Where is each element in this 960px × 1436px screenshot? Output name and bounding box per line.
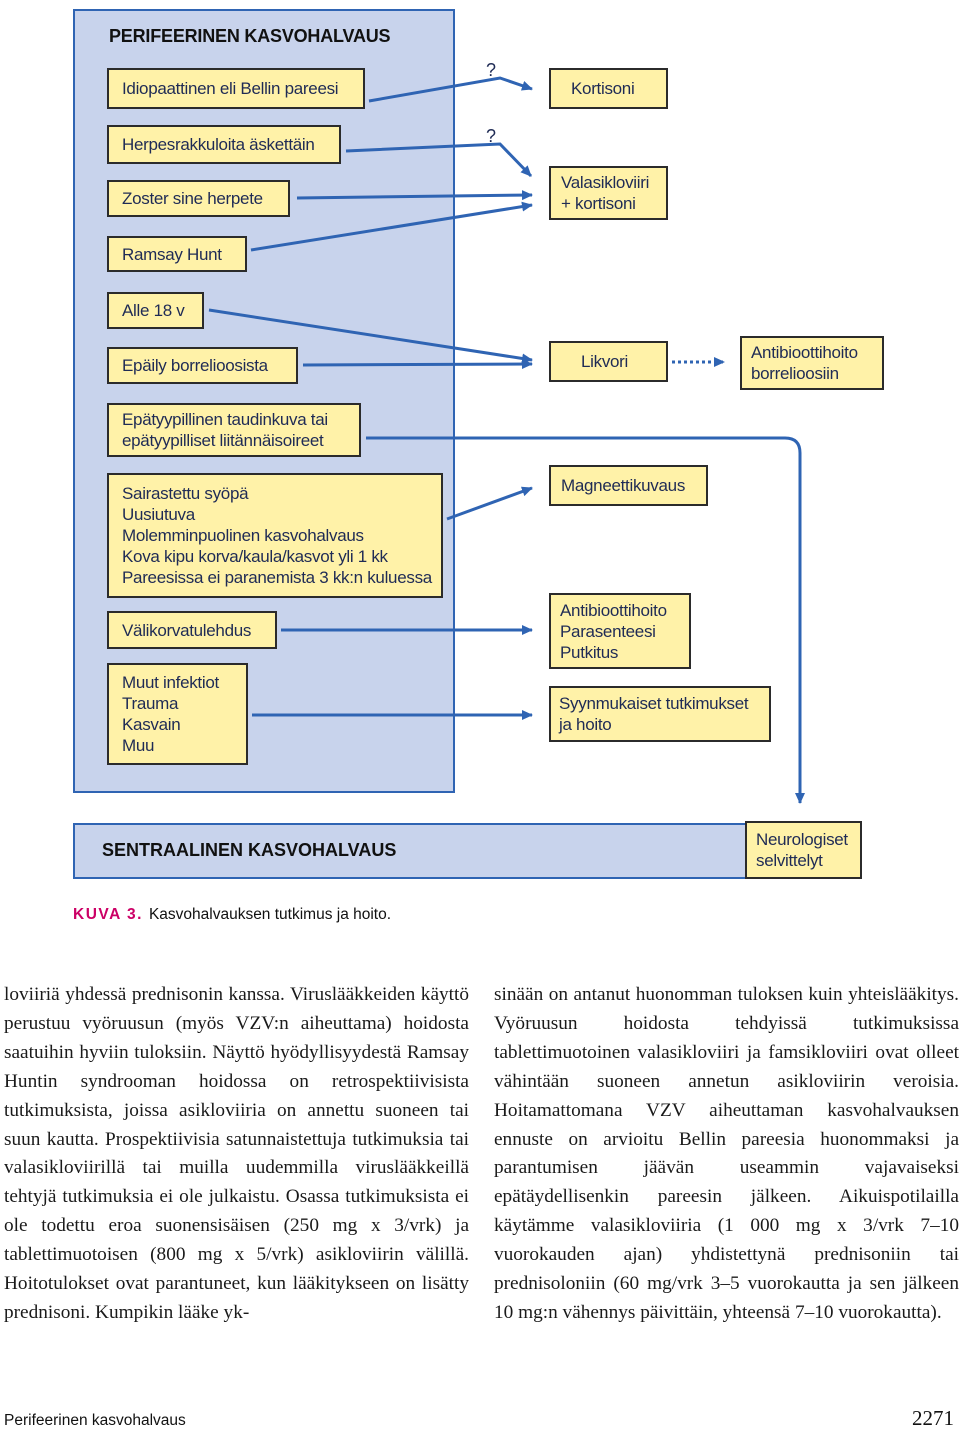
box-line: Pareesissa ei paranemista 3 kk:n kuluessa — [122, 568, 432, 587]
box-line: Alle 18 v — [122, 301, 185, 320]
box-line: Putkitus — [560, 642, 619, 662]
arrow-mri-to-magneettikuvaus — [447, 488, 532, 519]
box-line: Neurologiset — [756, 830, 848, 849]
box-line: + kortisoni — [561, 194, 636, 213]
caption-label: KUVA 3. — [73, 906, 143, 923]
box-line: Muu — [122, 736, 155, 755]
box-line: Syynmukaiset tutkimukset — [559, 694, 749, 713]
figure-caption — [73, 906, 391, 924]
arrow-atypical-to-neurological — [366, 438, 800, 803]
box-line: Epätyypillinen taudinkuva tai — [122, 410, 328, 429]
box-line: ja hoito — [559, 715, 612, 734]
box-line: epätyypilliset liitännäisoireet — [122, 431, 324, 450]
central-title: SENTRAALINEN KASVOHALVAUS — [102, 840, 397, 860]
paragraph: loviiriä yhdessä prednisonin kanssa. Viruslääkkeiden käyttö perustuu vyöruusun (myös VZV:n aiheuttama) hoidosta saatuihin hyviin tuloksiin. Näyttö hyödyllisyydestä Ramsay Huntin syndrooman hoidossa on retrospektiivisista tutkimuksista, joissa asikloviiria on annettu suoneen tai suun kautta. Prospektiivisia satunnaistettuja tutkimuksia tai valasikloviirillä tai muilla uudemmilla viruslääkkeillä tehtyjä tutkimuksia ei ole julkaistu. Osassa tutkimuksista ei ole todettu eroa suonensisäisen (250 mg x 3/vrk) ja tablettimuotoisen (800 mg x 5/vrk) asikloviirin välillä. Hoitotulokset ovat parantuneet, kun lääkitykseen on lisätty prednisoni. Kumpikin lääke yk- — [4, 984, 469, 1323]
box-line: Kortisoni — [571, 79, 635, 98]
box-line: Parasenteesi — [560, 621, 656, 641]
box-line: Uusiutuva — [122, 505, 195, 524]
box-line: Sairastettu syöpä — [122, 484, 249, 503]
arrow-borreliosis-to-likvori — [303, 364, 532, 365]
arrow-herpes-to-valasikloviiri — [346, 144, 531, 176]
question-mark: ? — [486, 60, 497, 80]
box-line: Ramsay Hunt — [122, 244, 222, 264]
box-line: borrelioosiin — [751, 364, 839, 383]
box-line: Antibioottihoito — [751, 343, 858, 362]
question-mark: ? — [486, 126, 497, 146]
box-line: Idiopaattinen eli Bellin pareesi — [122, 79, 339, 98]
text-column-right — [494, 981, 959, 1328]
footer-section-title: Perifeerinen kasvohalvaus — [4, 1412, 186, 1429]
box-line: Trauma — [122, 694, 179, 713]
arrow-ramsay-to-valasikloviiri — [251, 205, 532, 250]
box-line: Kasvain — [122, 715, 181, 734]
box-line: Magneettikuvaus — [561, 476, 686, 495]
page-number: 2271 — [912, 1406, 954, 1430]
paragraph: sinään on antanut huonomman tuloksen kuin yhteislääkitys. Vyöruusun hoidosta tehdyissä tutkimuksissa tablettimuotoinen valasikloviiri ja famsikloviiri ovat olleet vähintään suoneen annetun asikloviirin veroisia. Hoitamattomana VZV aiheuttaman kasvohalvauksen ennuste on arvioitu Bellin pareesia huonommaksi ja parantumisen jäävän useammin vajavaiseksi epätäydellisenkin pareesin jälkeen. Aikuispotilailla käytämme valasikloviiria (1 000 mg x 3/vrk 7–10 vuorokauden ajan) yhdistettynä prednisoniin tai prednisoloniin (60 mg/vrk 3–5 vuorokautta ja sen jälkeen 10 mg:n vähennys päivittäin, yhteensä 7–10 vuorokautta). — [494, 984, 959, 1323]
box-line: Likvori — [581, 352, 629, 371]
box-line: Zoster sine herpete — [122, 189, 263, 208]
box-line: Epäily borrelioosista — [122, 356, 268, 375]
arrow-zoster-to-valasikloviiri — [297, 195, 532, 198]
box-line: Molemminpuolinen kasvohalvaus — [122, 526, 364, 545]
box-line: Muut infektiot — [122, 673, 219, 692]
caption-text: Kasvohalvauksen tutkimus ja hoito. — [148, 906, 392, 923]
box-line: Herpesrakkuloita äskettäin — [122, 135, 315, 154]
arrow-under18-to-likvori — [209, 310, 532, 360]
box-line: Antibioottihoito — [560, 600, 667, 620]
box-line: selvittelyt — [756, 851, 823, 870]
box-line: Valasikloviiri — [561, 173, 650, 192]
arrow-bell-to-kortisoni — [369, 78, 532, 101]
box-line: Välikorvatulehdus — [122, 620, 252, 640]
peripheral-title: PERIFEERINEN KASVOHALVAUS — [109, 26, 391, 46]
box-line: Kova kipu korva/kaula/kasvot yli 1 kk — [122, 547, 388, 566]
text-column-left — [4, 981, 469, 1328]
